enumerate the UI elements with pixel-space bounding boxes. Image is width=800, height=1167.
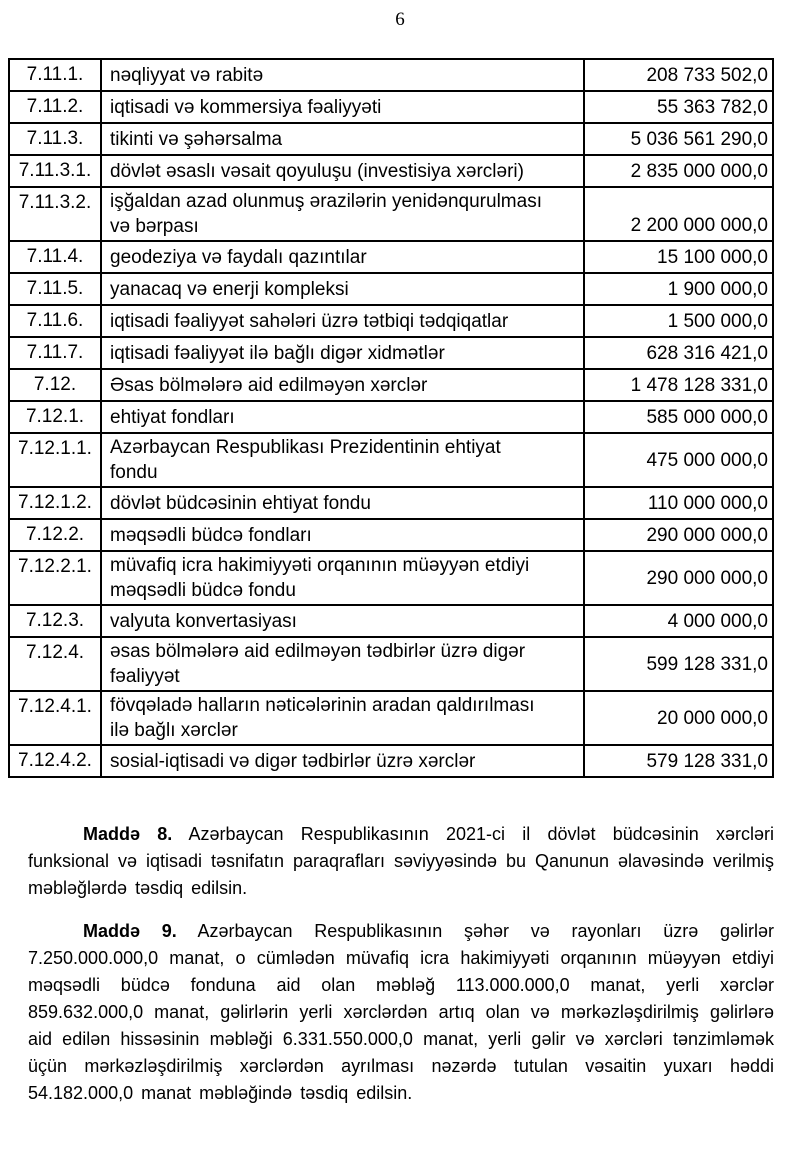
row-description-cell: yanacaq və enerji kompleksi <box>101 273 584 305</box>
table-row <box>9 487 773 519</box>
table-row <box>9 123 773 155</box>
row-code-cell: 7.11.5. <box>9 273 101 305</box>
row-description-cell: sosial-iqtisadi və digər tədbirlər üzrə xərclər <box>101 745 584 777</box>
table-row <box>9 305 773 337</box>
row-code-cell: 7.12.4.1. <box>9 691 101 745</box>
table-row <box>9 241 773 273</box>
article-text: Azərbaycan Respublikasının 2021-ci il dövlət büdcəsinin xərcləri funksional və iqtisadi təsnifatın paraqrafları səviyyəsində bu Qanunun əlavəsində verilmiş məbləğlərdə təsdiq edilsin. <box>28 824 774 898</box>
table-row <box>9 59 773 91</box>
row-amount-cell: 55 363 782,0 <box>584 91 773 123</box>
table-row <box>9 637 773 691</box>
row-description-cell: valyuta konvertasiyası <box>101 605 584 637</box>
row-amount-cell: 1 900 000,0 <box>584 273 773 305</box>
row-amount-cell: 2 200 000 000,0 <box>584 187 773 241</box>
row-description-cell: iqtisadi fəaliyyət sahələri üzrə tətbiqi tədqiqatlar <box>101 305 584 337</box>
row-code-cell: 7.11.3.1. <box>9 155 101 187</box>
row-amount-cell: 208 733 502,0 <box>584 59 773 91</box>
article-label: Maddə 8. <box>83 824 173 844</box>
row-amount-cell: 5 036 561 290,0 <box>584 123 773 155</box>
row-amount-cell: 2 835 000 000,0 <box>584 155 773 187</box>
table-row <box>9 519 773 551</box>
row-amount-cell: 290 000 000,0 <box>584 551 773 605</box>
row-amount-cell: 4 000 000,0 <box>584 605 773 637</box>
row-description-cell: fövqəladə halların nəticələrinin aradan qaldırılması ilə bağlı xərclər <box>101 691 584 745</box>
row-code-cell: 7.11.3. <box>9 123 101 155</box>
table-row <box>9 273 773 305</box>
row-amount-cell: 1 478 128 331,0 <box>584 369 773 401</box>
row-amount-cell: 475 000 000,0 <box>584 433 773 487</box>
page-number: 6 <box>395 9 405 30</box>
row-code-cell: 7.12.2. <box>9 519 101 551</box>
row-code-cell: 7.12.1.1. <box>9 433 101 487</box>
table-row <box>9 691 773 745</box>
row-amount-cell: 1 500 000,0 <box>584 305 773 337</box>
row-code-cell: 7.11.2. <box>9 91 101 123</box>
table-row <box>9 337 773 369</box>
row-code-cell: 7.11.3.2. <box>9 187 101 241</box>
table-row <box>9 369 773 401</box>
row-code-cell: 7.12.3. <box>9 605 101 637</box>
row-description-cell: geodeziya və faydalı qazıntılar <box>101 241 584 273</box>
table-row <box>9 605 773 637</box>
row-description-cell: dövlət büdcəsinin ehtiyat fondu <box>101 487 584 519</box>
row-description-cell: ehtiyat fondları <box>101 401 584 433</box>
article-madde-9 <box>28 918 774 1107</box>
row-description-cell: Azərbaycan Respublikası Prezidentinin ehtiyat fondu <box>101 433 584 487</box>
row-code-cell: 7.12. <box>9 369 101 401</box>
row-description-cell: müvafiq icra hakimiyyəti orqanının müəyyən etdiyi məqsədli büdcə fondu <box>101 551 584 605</box>
article-madde-8 <box>28 821 774 902</box>
row-code-cell: 7.12.1.2. <box>9 487 101 519</box>
row-amount-cell: 290 000 000,0 <box>584 519 773 551</box>
row-code-cell: 7.12.4. <box>9 637 101 691</box>
row-code-cell: 7.12.2.1. <box>9 551 101 605</box>
row-description-cell: iqtisadi və kommersiya fəaliyyəti <box>101 91 584 123</box>
row-amount-cell: 585 000 000,0 <box>584 401 773 433</box>
row-amount-cell: 628 316 421,0 <box>584 337 773 369</box>
row-description-cell: tikinti və şəhərsalma <box>101 123 584 155</box>
table-row <box>9 91 773 123</box>
row-description-cell: işğaldan azad olunmuş ərazilərin yenidənqurulması və bərpası <box>101 187 584 241</box>
table-row <box>9 433 773 487</box>
row-description-cell: nəqliyyat və rabitə <box>101 59 584 91</box>
row-code-cell: 7.11.4. <box>9 241 101 273</box>
row-amount-cell: 599 128 331,0 <box>584 637 773 691</box>
row-description-cell: iqtisadi fəaliyyət ilə bağlı digər xidmətlər <box>101 337 584 369</box>
row-code-cell: 7.11.7. <box>9 337 101 369</box>
row-amount-cell: 20 000 000,0 <box>584 691 773 745</box>
row-description-cell: Əsas bölmələrə aid edilməyən xərclər <box>101 369 584 401</box>
row-description-cell: məqsədli büdcə fondları <box>101 519 584 551</box>
row-amount-cell: 579 128 331,0 <box>584 745 773 777</box>
table-row <box>9 401 773 433</box>
row-amount-cell: 15 100 000,0 <box>584 241 773 273</box>
table-row <box>9 155 773 187</box>
row-description-cell: əsas bölmələrə aid edilməyən tədbirlər üzrə digər fəaliyyət <box>101 637 584 691</box>
row-code-cell: 7.12.4.2. <box>9 745 101 777</box>
row-code-cell: 7.11.6. <box>9 305 101 337</box>
table-row <box>9 187 773 241</box>
row-code-cell: 7.12.1. <box>9 401 101 433</box>
row-code-cell: 7.11.1. <box>9 59 101 91</box>
table-row <box>9 551 773 605</box>
row-description-cell: dövlət əsaslı vəsait qoyuluşu (investisiya xərcləri) <box>101 155 584 187</box>
table-row <box>9 745 773 777</box>
article-label: Maddə 9. <box>83 921 177 941</box>
row-amount-cell: 110 000 000,0 <box>584 487 773 519</box>
articles-section <box>28 821 774 1107</box>
budget-table <box>8 58 774 778</box>
article-text: Azərbaycan Respublikasının şəhər və rayonları üzrə gəlirlər 7.250.000.000,0 manat, o cümlədən müvafiq icra hakimiyyəti orqanının müəyyən etdiyi məqsədli büdcə fonduna aid olan məbləğ 113.000.000,0 manat, yerli xərclər 859.632.000,0 manat, gəlirlərin yerli xərclərdən artıq olan və mərkəzləşdirilmiş gəlirlərə aid edilən hissəsinin məbləği 6.331.550.000,0 manat, yerli gəlir və xərcləri tənzimləmək üçün mərkəzləşdirilmiş xərclərdən ayrılması nəzərdə tutulan vəsaitin yuxarı həddi 54.182.000,0 manat məbləğində təsdiq edilsin. <box>28 921 774 1103</box>
